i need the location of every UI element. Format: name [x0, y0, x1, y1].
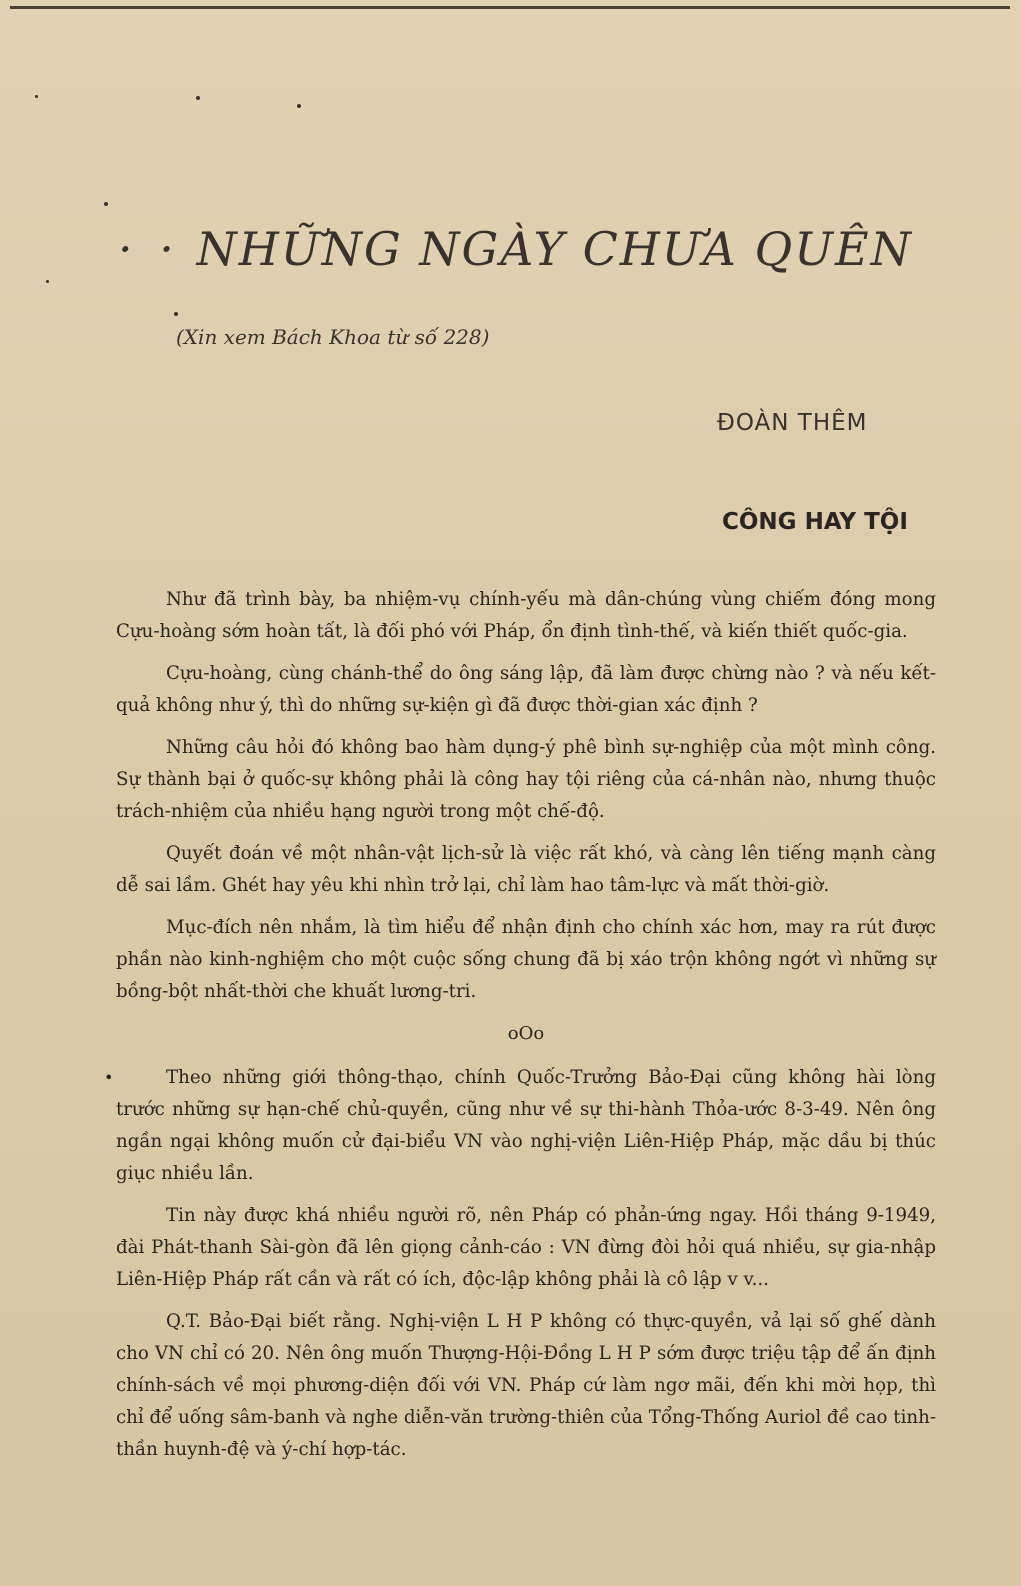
paragraph: Những câu hỏi đó không bao hàm dụng-ý phê bình sự-nghiệp của một mình công. Sự thành bại ở quốc-sự không phải là công hay tội riêng của cá-nhân nào, nhưng thuộc trách-nhiệm của nhiều hạng người trong một chế-độ.: [116, 737, 936, 822]
paragraph: Q.T. Bảo-Đại biết rằng. Nghị-viện L H P không có thực-quyền, vả lại số ghế dành cho VN chỉ có 20. Nên ông muốn Thượng-Hội-Đồng L H P sớm được triệu tập để ấn định chính-sách về mọi phương-diện đối với VN. Pháp cứ làm ngơ mãi, đến khi mời họp, thì chỉ để uống sâm-banh và nghe diễn-văn trường-thiên của Tổng-Thống Auriol đề cao tinh-thần huynh-đệ và ý-chí hợp-tác.: [116, 1311, 936, 1460]
article-author: ĐOÀN THÊM: [717, 410, 868, 436]
paper-speck: [297, 104, 301, 108]
paper-speck: [196, 96, 200, 100]
section-separator: oOo: [507, 1023, 545, 1044]
title-text: NHỮNG NGÀY CHƯA QUÊN: [196, 222, 913, 276]
paper-speck: [104, 202, 108, 206]
article-body: [116, 584, 936, 1476]
paper-speck: [35, 95, 38, 98]
paragraph: Cựu-hoàng, cùng chánh-thể do ông sáng lập, đã làm được chừng nào ? và nếu kết-quả không như ý, thì do những sự-kiện gì đã được thời-gian xác định ?: [116, 663, 936, 716]
article-subtitle: (Xin xem Bách Khoa từ số 228): [176, 325, 490, 349]
paper-speck: [174, 312, 178, 316]
section-heading: CÔNG HAY TỘI: [722, 509, 908, 535]
paragraph: Mục-đích nên nhắm, là tìm hiểu để nhận định cho chính xác hơn, may ra rút được phần nào kinh-nghiệm cho một cuộc sống chung đã bị xáo trộn không ngớt vì những sự bồng-bột nhất-thời che khuất lương-tri.: [116, 917, 936, 1002]
paragraph: Quyết đoán về một nhân-vật lịch-sử là việc rất khó, và càng lên tiếng mạnh càng dễ sai lầm. Ghét hay yêu khi nhìn trở lại, chỉ làm hao tâm-lực và mất thời-giờ.: [116, 843, 936, 896]
article-title: [118, 222, 913, 276]
paragraph: • Theo những giới thông-thạo, chính Quốc-Trưởng Bảo-Đại cũng không hài lòng trước những sự hạn-chế chủ-quyền, cũng như về sự thi-hành Thỏa-ước 8-3-49. Nên ông ngần ngại không muốn cử đại-biểu VN vào nghị-viện Liên-Hiệp Pháp, mặc dầu bị thúc giục nhiều lần.: [116, 1062, 936, 1190]
paper-speck: [46, 280, 49, 283]
paragraph: Như đã trình bày, ba nhiệm-vụ chính-yếu mà dân-chúng vùng chiếm đóng mong Cựu-hoàng sớm hoàn tất, là đối phó với Pháp, ổn định tình-thế, và kiến thiết quốc-gia.: [116, 589, 936, 642]
top-rule: [10, 6, 1010, 9]
paragraph: Tin này được khá nhiều người rõ, nên Pháp có phản-ứng ngay. Hồi tháng 9-1949, đài Phát-thanh Sài-gòn đã lên giọng cảnh-cáo : VN đừng đòi hỏi quá nhiều, sự gia-nhập Liên-Hiệp Pháp rất cần và rất có ích, độc-lập không phải là cô lập v v...: [116, 1205, 936, 1290]
title-dots: · ·: [118, 222, 180, 276]
